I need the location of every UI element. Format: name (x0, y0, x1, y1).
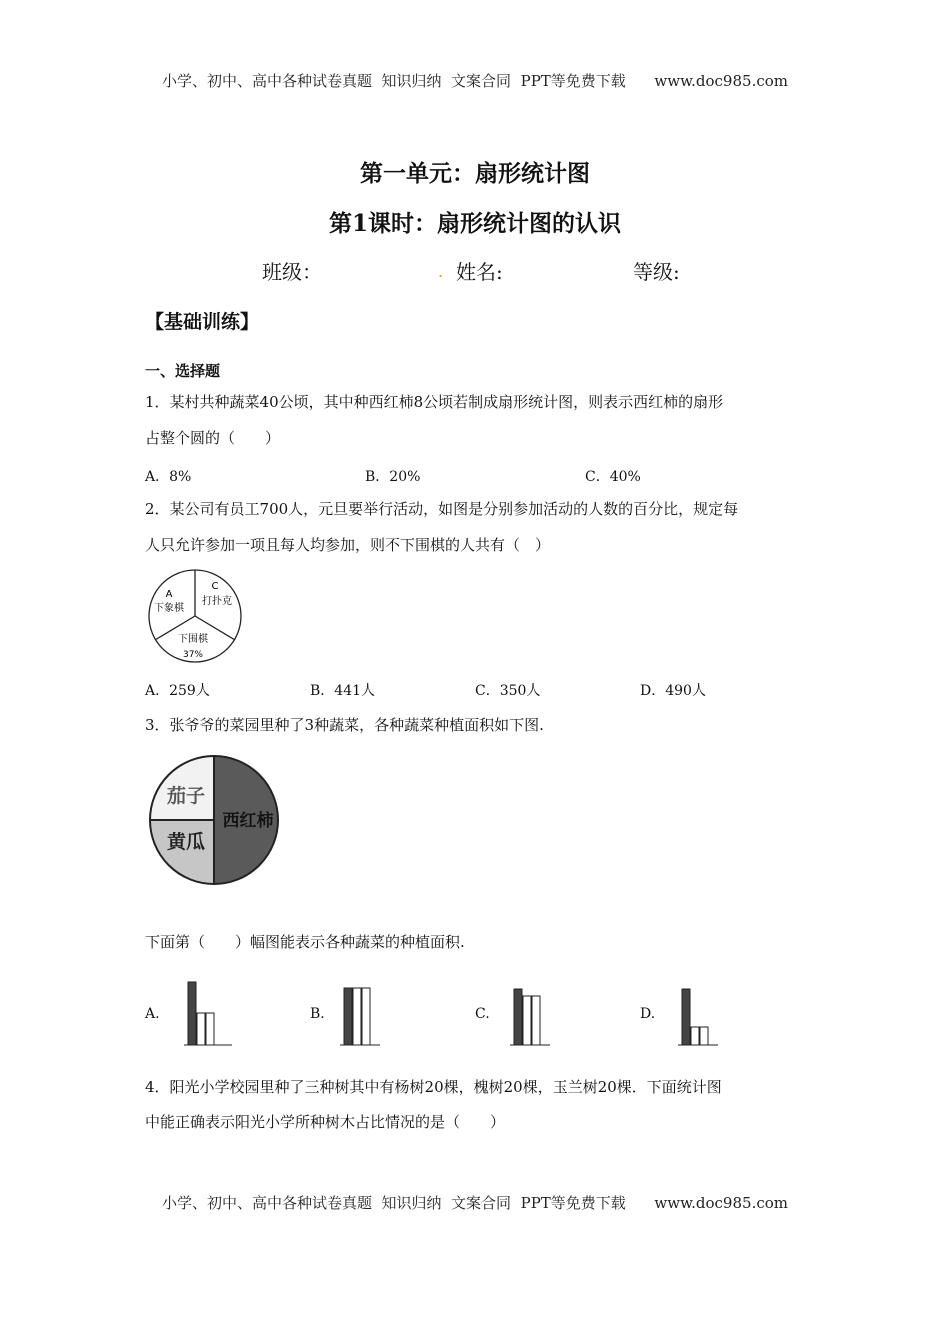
label-tomato: 西红柿 (222, 811, 274, 831)
q3-option-a-letter: A. (145, 1006, 160, 1022)
q3-option-c-letter: C. (475, 1006, 490, 1022)
pie-a-letter: A (165, 589, 173, 600)
q2-option-a: A．259人 (145, 683, 210, 699)
q2-option-b: B．441人 (310, 683, 376, 699)
q3-option-b-letter: B. (310, 1006, 325, 1022)
question-2-line-2: 人只允许参加一项且每人均参加，则不下围棋的人共有（ ） (145, 536, 551, 554)
page-title: 第一单元：扇形统计图 (360, 160, 590, 187)
q2-option-d: D．490人 (640, 683, 706, 699)
page-subtitle: 第1课时：扇形统计图的认识 (328, 210, 621, 237)
bar-a-1 (188, 982, 196, 1045)
question-1-line-2: 占整个圆的（ ） (145, 429, 281, 447)
bar-c-2 (523, 996, 531, 1045)
bar-a-2 (197, 1013, 205, 1045)
pie-b-percent: 37% (182, 650, 204, 660)
question-3-line-2: 下面第（ ）幅图能表示各种蔬菜的种植面积. (145, 933, 465, 951)
grade-label: 等级: (633, 260, 680, 284)
pie-c-label: 打扑克 (202, 596, 232, 607)
q3-option-d-letter: D. (640, 1006, 656, 1022)
bar-b-3 (362, 988, 370, 1045)
question-4-line-2: 中能正确表示阳光小学所种树木占比情况的是（ ） (145, 1113, 506, 1131)
bar-b-1 (344, 988, 352, 1045)
question-4-line-1: 4．阳光小学校园里种了三种树其中有杨树20棵，槐树20棵，玉兰树20棵．下面统计图 (145, 1078, 722, 1096)
q3-option-a-bars (180, 980, 236, 1048)
q1-option-a: A．8% (145, 469, 192, 485)
bar-d-2 (691, 1027, 699, 1045)
bar-c-3 (532, 996, 540, 1045)
q3-option-c-bars (508, 980, 564, 1048)
question-2-line-1: 2．某公司有员工700人，元旦要举行活动，如图是分别参加活动的人数的百分比，规定每 (145, 500, 739, 518)
q1-option-b: B．20% (365, 469, 421, 485)
pie-b-label: 下围棋 (178, 634, 208, 645)
pie-c-letter: C (211, 581, 219, 592)
subsection-title: 一、选择题 (145, 362, 221, 380)
section-title: 【基础训练】 (145, 311, 260, 333)
class-label: 班级： (262, 260, 322, 284)
bar-b-2 (353, 988, 361, 1045)
q3-option-d-bars (676, 980, 732, 1048)
page-footer: 小学、初中、高中各种试卷真题 知识归纳 文案合同 PPT等免费下载 www.doc985.com (161, 1194, 788, 1212)
question-3-line-1: 3．张爷爷的菜园里种了3种蔬菜，各种蔬菜种植面积如下图. (145, 716, 544, 734)
label-cucumber: 黄瓜 (166, 831, 206, 853)
page-header: 小学、初中、高中各种试卷真题 知识归纳 文案合同 PPT等免费下载 www.doc985.com (161, 72, 788, 90)
pie-a-label: 下象棋 (154, 603, 184, 614)
bar-c-1 (514, 989, 522, 1045)
vegetable-pie-figure (148, 752, 284, 888)
q1-option-c: C．40% (585, 469, 641, 485)
bar-d-3 (700, 1027, 708, 1045)
bar-d-1 (682, 989, 690, 1045)
q2-option-c: C．350人 (475, 683, 541, 699)
q3-option-b-bars (338, 980, 394, 1048)
question-1-line-1: 1．某村共种蔬菜40公顷，其中种西红柿8公顷若制成扇形统计图，则表示西红柿的扇形 (145, 393, 724, 411)
separator-dot: . (438, 262, 444, 281)
label-eggplant: 茄子 (166, 785, 206, 807)
bar-a-3 (206, 1013, 214, 1045)
name-label: 姓名: (456, 260, 503, 284)
activity-pie-figure (145, 568, 245, 666)
